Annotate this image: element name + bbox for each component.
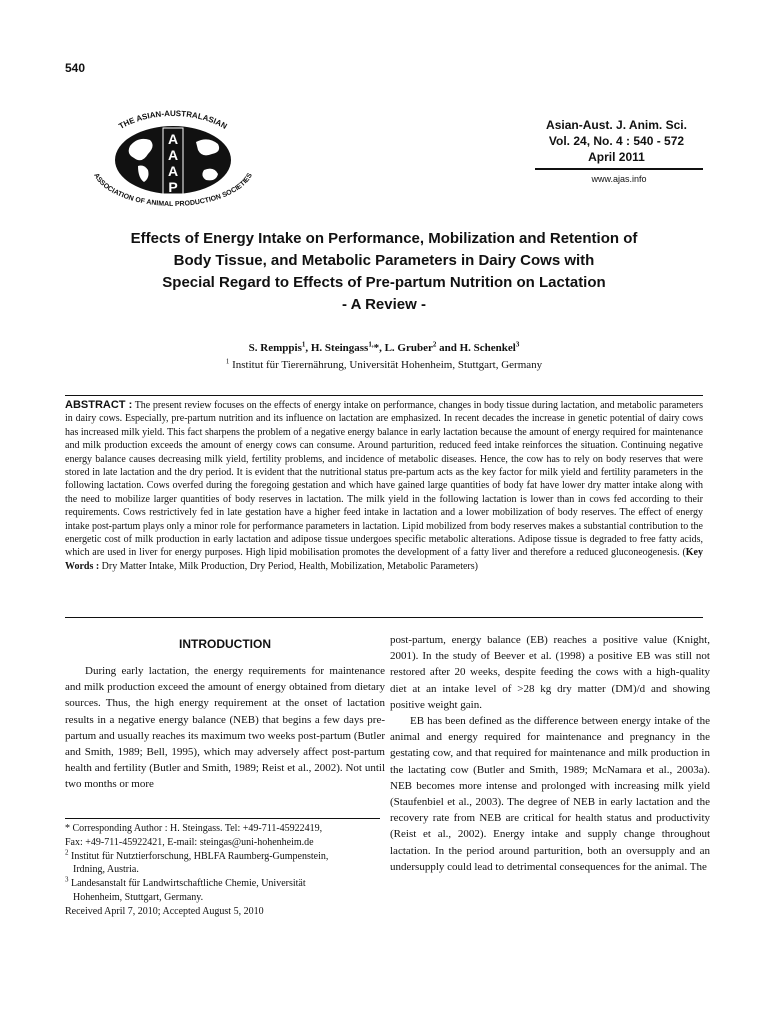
journal-volume: Vol. 24, No. 4 : 540 - 572 (548, 134, 685, 148)
logo-letter: A (167, 147, 179, 163)
author-list (70, 341, 698, 355)
body-paragraph: EB has been defined as the difference between energy intake of the animal and energy required for maintenance and pregnancy in the gestating cow, and that required for maintenance and milk production in the lactating cow (Butler and Smith, 1989; McNamara et al., 2003a). NEB becomes more intense and prolonged with increasing milk yield (Staufenbiel et al., 2003). The degree of NEB in early lactation and the recovery rate from NEB are critical for health status and productivity (Reist et al., 2002). Energy intake and supply change throughout lactation. In the period around parturition, both an oversupply and an undersupply could lead to detrimental consequences for the animal. The (390, 715, 710, 873)
corresponding-author: * Corresponding Author : H. Steingass. Tel: +49-711-45922419, (65, 823, 323, 834)
abstract-text: The present review focuses on the effects of energy intake on performance, changes in body tissue during lactation, and metabolic parameters in dairy cows. Especially, pre-partum nutrition and its influence on lactation are emphasized. In recent decades the increase in genetic potential of dairy cows has increased milk yield. This fact sharpens the problem of a negative energy balance in early lactation because the amount of energy required for maintenance and milk production exceeds the amount of energy cows can consume. Around parturition, reduced feed intake reinforces the situation. Continuing negative energy balance causes decreasing milk yield, fertility problems, and incidence of metabolic diseases. Hence, the cow has to rely on body reserves that were stored in late lactation and the dry period. It is evident that the nutritional status pre-partum acts as the key factor for milk yield and fertility parameters in the following lactation. Cows overfed during the foregoing gestation and which have gained large quantities of body fat have lower dry matter intake along with the need to mobilize larger quantities of body reserves in lactation. The milk yield in the following lactation is lower than in cows fed according to their requirements. Cows restrictively fed in late gestation have a higher feed intake in lactation and a lower mobilization of body reserves. The effect of energy intake post-partum plays only a minor role for performance parameters in lactation. Lipid mobilized from body reserves makes a substantial contribution to the energetic cost of milk production in early lactation and adipose tissue undergoes specific metabolic alterations. Adipose tissue is degraded to free fatty acids, which are used in liver for energy purposes. High lipid mobilisation promotes the development of a fatty liver and therefore a reduced gluconeogenesis. ( (65, 400, 703, 559)
title-line: Body Tissue, and Metabolic Parameters in Dairy Cows with (173, 252, 595, 269)
footnote-3-continued: Hohenheim, Stuttgart, Germany. (73, 891, 204, 903)
affiliation (70, 358, 698, 372)
footnote-mark: 2 (65, 848, 69, 857)
affiliation-mark: 1 (225, 357, 230, 366)
journal-name: Asian-Aust. J. Anim. Sci. (546, 118, 687, 132)
footnote-rule (65, 818, 380, 819)
footnote-2 (65, 850, 380, 864)
contact-info: Fax: +49-711-45922421, E-mail: steingas@uni-hohenheim.de (65, 836, 314, 848)
page-number: 540 (65, 61, 86, 75)
author-name: S. Remppis (248, 342, 302, 354)
article-title (70, 228, 698, 316)
journal-date: April 2011 (588, 150, 645, 164)
keywords-text: Dry Matter Intake, Milk Production, Dry Period, Health, Mobilization, Metabolic Parameters) (99, 560, 478, 572)
right-column (390, 632, 710, 875)
logo-letter: P (168, 179, 178, 195)
logo-letter: A (167, 163, 179, 179)
journal-citation (535, 117, 698, 165)
author-affiliation-mark: 3 (515, 340, 520, 349)
logo-top-text: THE ASIAN-AUSTRALASIAN (117, 108, 229, 131)
footnote-3 (65, 877, 380, 891)
abstract (65, 399, 703, 573)
affiliation-text: Institut für Tierernährung, Universität Hohenheim, Stuttgart, Germany (229, 359, 543, 371)
body-paragraph: During early lactation, the energy requirements for maintenance and milk production exceed the amount of energy obtained from dietary sources. Thus, the high energy requirement at the onset of lactation results in a negative energy balance (NEB) that begins a few days pre-partum and usually reaches its maximum two weeks post-partum (Butler and Smith, 1989; Bell, 1995), which may adversely affect post-partum health and fertility (Butler and Smith, 1989; Reist et al., 2002). Not until two months or more (65, 665, 385, 791)
author-affiliation-mark: 1 (301, 340, 306, 349)
abstract-bottom-rule (65, 617, 703, 618)
author-name: , L. Gruber (379, 342, 433, 354)
footnote-text: Landesanstalt für Landwirtschaftliche Chemie, Universität (68, 878, 306, 890)
keywords-label: Key Words : (65, 547, 703, 572)
author-name: , H. Steingass (305, 342, 369, 354)
author-affiliation-mark: 1, (368, 340, 374, 349)
abstract-label: ABSTRACT : (65, 399, 133, 411)
body-paragraph: post-partum, energy balance (EB) reaches a positive value (Knight, 2001). In the study of Beever et al. (1998) a positive EB was still not restored after 20 weeks, despite feeding the cows with a high-quality diet at an intake level of >28 kg dry matter (DM)/d and showing positive weight gain. (390, 634, 710, 711)
journal-url[interactable]: www.ajas.info (591, 174, 647, 184)
title-line: - A Review - (342, 296, 426, 313)
footnote-text: Institut für Nutztierforschung, HBLFA Raumberg-Gumpenstein, (68, 850, 329, 862)
corresponding-mark: * (373, 342, 380, 354)
aaap-logo (78, 108, 268, 208)
author-name: and H. Schenkel (436, 342, 516, 354)
logo-letter: A (167, 131, 179, 147)
footnote-mark: 3 (65, 875, 69, 884)
journal-rule (535, 168, 703, 170)
section-heading: INTRODUCTION (179, 637, 271, 651)
footnotes (65, 822, 380, 919)
author-affiliation-mark: 2 (432, 340, 437, 349)
title-line: Special Regard to Effects of Pre-partum Nutrition on Lactation (162, 274, 606, 291)
left-column (65, 632, 385, 793)
received-dates: Received April 7, 2010; Accepted August 5, 2010 (65, 905, 264, 917)
footnote-2-continued: Irdning, Austria. (73, 864, 139, 876)
title-line: Effects of Energy Intake on Performance, Mobilization and Retention of (130, 230, 638, 247)
abstract-top-rule (65, 395, 703, 396)
logo-bottom-text: ASSOCIATION OF ANIMAL PRODUCTION SOCIETIES (92, 172, 254, 208)
